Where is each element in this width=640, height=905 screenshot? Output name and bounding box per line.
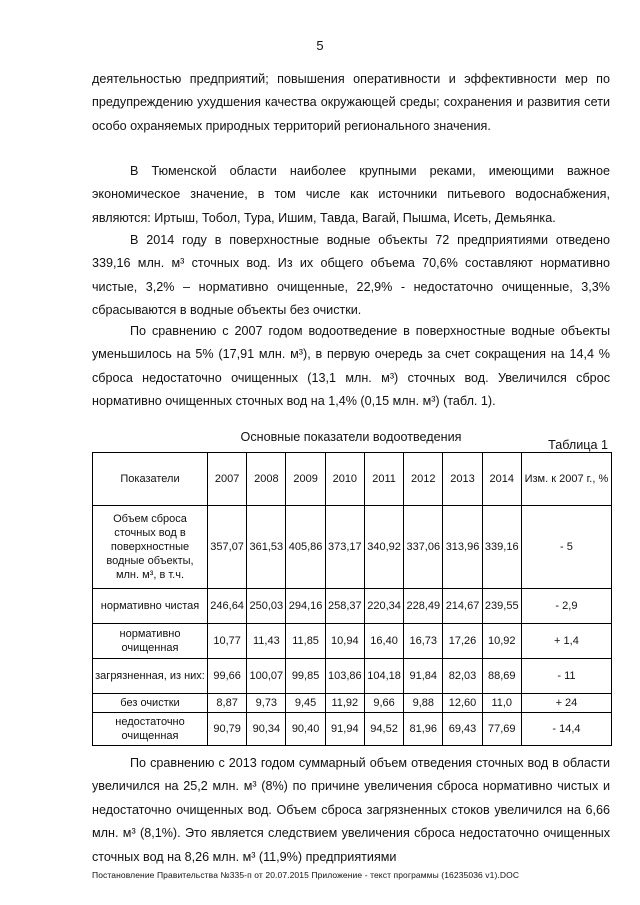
table-cell: 99,66 — [208, 659, 247, 694]
table-cell: 103,86 — [325, 659, 364, 694]
table-cell: + 24 — [521, 694, 611, 713]
document-footer: Постановление Правительства №335-п от 20.07.2015 Приложение - текст программы (16235036 v1).DOC — [92, 870, 520, 880]
table-row — [93, 624, 612, 659]
table-cell: 94,52 — [364, 713, 403, 746]
table-cell: 339,16 — [482, 506, 521, 589]
table-cell: - 14,4 — [521, 713, 611, 746]
table-cell: 69,43 — [443, 713, 482, 746]
table-cell: 10,94 — [325, 624, 364, 659]
table-row — [93, 713, 612, 746]
table-cell: 104,18 — [364, 659, 403, 694]
table-cell: 11,43 — [247, 624, 286, 659]
row-label: нормативно чистая — [93, 589, 208, 624]
table-cell: 11,0 — [482, 694, 521, 713]
table-cell: 88,69 — [482, 659, 521, 694]
table-cell: 16,40 — [364, 624, 403, 659]
row-label: загрязненная, из них: — [93, 659, 208, 694]
header-cell: 2011 — [364, 453, 403, 506]
table-cell: 250,03 — [247, 589, 286, 624]
header-cell: 2007 — [208, 453, 247, 506]
table-cell: 373,17 — [325, 506, 364, 589]
page-number: 5 — [316, 38, 324, 53]
table-cell: 10,77 — [208, 624, 247, 659]
table-cell: - 2,9 — [521, 589, 611, 624]
header-cell: 2014 — [482, 453, 521, 506]
table-row — [93, 506, 612, 589]
table-cell: 405,86 — [286, 506, 325, 589]
table-caption: Основные показатели водоотведения — [240, 430, 462, 444]
table-cell: 16,73 — [404, 624, 443, 659]
table-cell: - 11 — [521, 659, 611, 694]
header-cell: 2010 — [325, 453, 364, 506]
table-cell: + 1,4 — [521, 624, 611, 659]
table-cell: - 5 — [521, 506, 611, 589]
paragraph-2: В Тюменской области наиболее крупными реками, имеющими важное экономическое значение, в том числе как источники питьевого водоснабжения, являются: Иртыш, Тобол, Тура, Ишим, Тавда, Вагай, Пышма, Исеть, Демьянка. — [92, 164, 610, 225]
paragraph-5: По сравнению с 2013 годом суммарный объем отведения сточных вод в области увеличился на 25,2 млн. м³ (8%) по причине увеличения сброса нормативно чистых и недостаточно очищенных вод. Объем сброса загрязненных стоков увеличился на 6,66 млн. м³ (8,1%). Это является следствием увеличения сброса недостаточно очищенных сточных вод на 8,26 млн. м³ (11,9%) предприятиями — [92, 756, 610, 864]
table-cell: 91,94 — [325, 713, 364, 746]
table-cell: 11,92 — [325, 694, 364, 713]
row-label: недостаточно очищенная — [93, 713, 208, 746]
table-label: Таблица 1 — [548, 438, 608, 452]
table-cell: 9,88 — [404, 694, 443, 713]
table-cell: 258,37 — [325, 589, 364, 624]
table-cell: 91,84 — [404, 659, 443, 694]
table-cell: 337,06 — [404, 506, 443, 589]
table-cell: 17,26 — [443, 624, 482, 659]
table-cell: 220,34 — [364, 589, 403, 624]
table-header-row — [93, 453, 612, 506]
table-cell: 361,53 — [247, 506, 286, 589]
header-cell: Изм. к 2007 г., % — [521, 453, 611, 506]
table-cell: 99,85 — [286, 659, 325, 694]
row-label: Объем сброса сточных вод в поверхностные водные объекты, млн. м³, в т.ч. — [93, 506, 208, 589]
table-cell: 10,92 — [482, 624, 521, 659]
row-label: нормативно очищенная — [93, 624, 208, 659]
row-label: без очистки — [93, 694, 208, 713]
table-cell: 313,96 — [443, 506, 482, 589]
table-row — [93, 659, 612, 694]
table-cell: 340,92 — [364, 506, 403, 589]
table-cell: 357,07 — [208, 506, 247, 589]
table-cell: 90,79 — [208, 713, 247, 746]
table-cell: 9,73 — [247, 694, 286, 713]
paragraph-3: В 2014 году в поверхностные водные объекты 72 предприятиями отведено 339,16 млн. м³ сточных вод. Из их общего объема 70,6% составляют нормативно чистые, 3,2% – нормативно очищенные, 22,9% - недостаточно очищенные, 3,3% сбрасываются в водные объекты без очистки. — [92, 233, 610, 318]
paragraph-1: деятельностью предприятий; повышения оперативности и эффективности мер по предупреждению ухудшения качества окружающей среды; сохранения и развития сети особо охраняемых природных территорий регионального значения. — [92, 72, 610, 133]
table-row — [93, 694, 612, 713]
table-cell: 100,07 — [247, 659, 286, 694]
data-table — [92, 452, 612, 746]
header-cell: 2012 — [404, 453, 443, 506]
header-cell: 2009 — [286, 453, 325, 506]
table-cell: 8,87 — [208, 694, 247, 713]
table-cell: 9,66 — [364, 694, 403, 713]
table-cell: 90,34 — [247, 713, 286, 746]
header-cell: 2008 — [247, 453, 286, 506]
table-cell: 90,40 — [286, 713, 325, 746]
table-cell: 246,64 — [208, 589, 247, 624]
table-cell: 214,67 — [443, 589, 482, 624]
table-cell: 294,16 — [286, 589, 325, 624]
header-cell: 2013 — [443, 453, 482, 506]
table-cell: 11,85 — [286, 624, 325, 659]
table-cell: 77,69 — [482, 713, 521, 746]
paragraph-4: По сравнению с 2007 годом водоотведение в поверхностные водные объекты уменьшилось на 5% (17,91 млн. м³), в первую очередь за счет сокращения на 14,4 % сброса недостаточно очищенных (13,1 млн. м³) сточных вод. Увеличился сброс нормативно очищенных сточных вод на 1,4% (0,15 млн. м³) (табл. 1). — [92, 324, 610, 409]
table-cell: 12,60 — [443, 694, 482, 713]
table-cell: 9,45 — [286, 694, 325, 713]
table-cell: 82,03 — [443, 659, 482, 694]
header-cell: Показатели — [93, 453, 208, 506]
table-cell: 81,96 — [404, 713, 443, 746]
table-cell: 239,55 — [482, 589, 521, 624]
table-row — [93, 589, 612, 624]
table-cell: 228,49 — [404, 589, 443, 624]
